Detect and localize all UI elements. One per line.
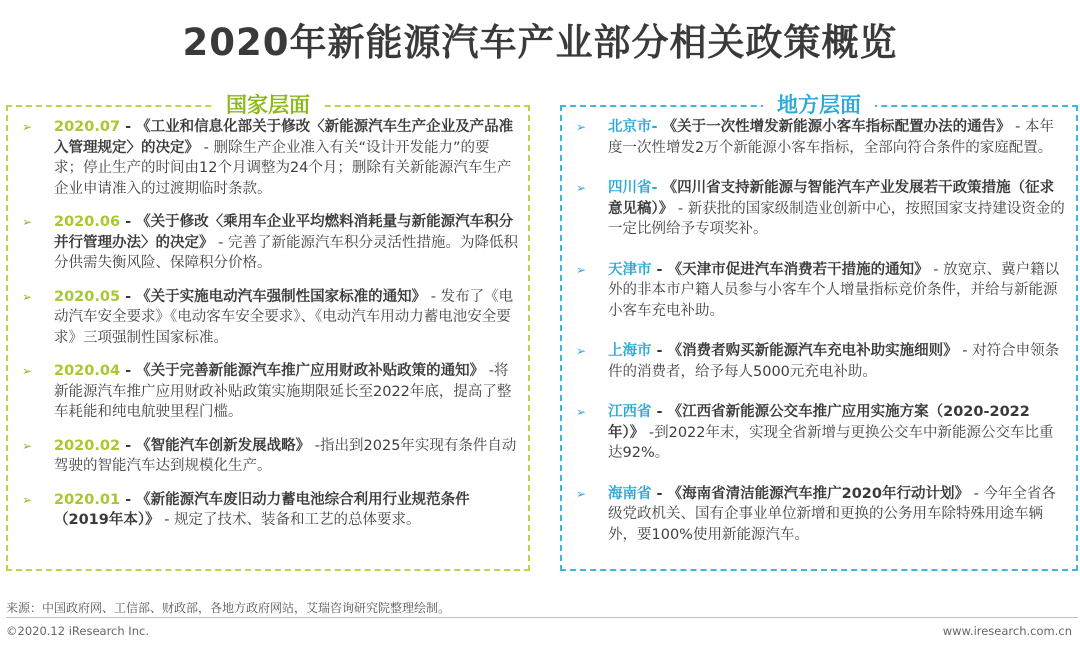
policy-region: 海南省: [608, 485, 652, 502]
arrow-bullet-icon: ➢: [22, 289, 33, 304]
arrow-bullet-icon: ➢: [22, 364, 33, 378]
policy-description: -指出到2025年实现有条件自动驾驶的智能汽车达到规模化生产。: [54, 437, 517, 474]
national-policy-item: [8, 436, 528, 477]
policy-title: 《智能汽车创新发展战略》: [136, 437, 311, 454]
website-link[interactable]: www.iresearch.com.cn: [942, 624, 1072, 638]
policy-description: - 规定了技术、装备和工艺的总体要求。: [159, 512, 421, 528]
policy-title: 《关于修改〈乘用车企业平均燃料消耗量与新能源汽车积分并行管理办法〉的决定》: [54, 214, 514, 251]
arrow-bullet-icon: ➢: [576, 181, 587, 195]
policy-description: - 新获批的国家级制造业创新中心，按照国家支持建设资金的一定比例给予专项奖补。: [608, 200, 1065, 237]
arrow-bullet-icon: ➢: [576, 120, 587, 134]
policy-separator: -: [651, 180, 663, 196]
local-panel-header: 地方层面: [763, 91, 875, 119]
policy-title: 《关于完善新能源汽车推广应用财政补贴政策的通知》: [136, 363, 485, 379]
local-policy-item: [562, 484, 1076, 546]
policy-title: 《关于一次性增发新能源小客车指标配置办法的通告》: [662, 119, 1011, 135]
policy-title: 《四川省支持新能源与智能汽车产业发展若干政策措施（征求意见稿）》: [608, 180, 1055, 217]
local-policy-item: [562, 341, 1076, 382]
policy-separator: -: [651, 404, 668, 420]
policy-region: 上海市: [608, 343, 652, 359]
national-policy-panel: [6, 93, 530, 571]
policy-date: 2020.04: [54, 363, 121, 379]
national-policy-item: [8, 361, 528, 423]
policy-separator: -: [120, 214, 137, 230]
policy-title: 《关于实施电动汽车强制性国家标准的通知》: [136, 288, 427, 305]
arrow-bullet-icon: ➢: [576, 262, 587, 277]
policy-title: 《海南省清洁能源汽车推广2020年行动计划》: [667, 485, 969, 502]
policy-description: - 完善了新能源汽车积分灵活性措施。为降低积分供需失衡风险、保障积分价格。: [54, 234, 518, 271]
copyright-text: ©2020.12 iResearch Inc.: [6, 624, 149, 638]
policy-title: 《新能源汽车废旧动力蓄电池综合利用行业规范条件（2019年本）》: [54, 491, 470, 528]
page-title: 2020年新能源汽车产业部分相关政策概览: [182, 21, 898, 64]
policy-date: 2020.05: [54, 288, 121, 305]
footer-divider: [6, 617, 1078, 618]
policy-description: - 本年度一次性增发2万个新能源小客车指标，全部向符合条件的家庭配置。: [608, 119, 1055, 156]
arrow-bullet-icon: ➢: [576, 486, 587, 501]
policy-title: 《天津市促进汽车消费若干措施的通知》: [667, 261, 929, 278]
policy-region: 北京市: [608, 119, 652, 135]
policy-date: 2020.07: [54, 119, 121, 135]
arrow-bullet-icon: ➢: [22, 120, 33, 134]
policy-title: 《江西省新能源公交车推广应用实施方案（2020-2022年）》: [608, 404, 1030, 441]
national-panel-header: 国家层面: [212, 91, 324, 119]
source-note: 来源：中国政府网、工信部、财政部，各地方政府网站，艾瑞咨询研究院整理绘制。: [6, 601, 451, 615]
policy-separator: -: [651, 343, 668, 359]
policy-separator: -: [120, 491, 137, 508]
policy-description: - 放宽京、冀户籍以外的非本市户籍人员参与小客车个人增量指标竞价条件，并给与新能源小客车充电补助。: [608, 261, 1060, 319]
local-policy-item: [562, 117, 1076, 158]
national-policy-item: [8, 117, 528, 199]
arrow-bullet-icon: ➢: [22, 438, 33, 453]
policy-description: - 今年全省各级党政机关、国有企事业单位新增和更换的公务用车除特殊用途车辆外，要100%使用新能源汽车。: [608, 485, 1056, 543]
policy-description: - 对符合申领条件的消费者，给予每人5000元充电补助。: [608, 343, 1060, 380]
national-policy-item: [8, 212, 528, 274]
arrow-bullet-icon: ➢: [22, 492, 33, 507]
local-policy-item: [562, 178, 1076, 240]
policy-separator: -: [651, 119, 663, 135]
policy-description: -到2022年末，实现全省新增与更换公交车中新能源公交车比重达92%。: [608, 424, 1054, 461]
policy-date: 2020.06: [54, 214, 121, 230]
policy-region: 四川省: [608, 180, 652, 196]
policy-description: -将新能源汽车推广应用财政补贴政策实施期限延长至2022年底，提高了整车耗能和纯电航驶里程门槛。: [54, 363, 512, 420]
policy-date: 2020.01: [54, 491, 121, 508]
policy-separator: -: [120, 363, 137, 379]
policy-separator: -: [120, 437, 137, 454]
policy-title: 《工业和信息化部关于修改〈新能源汽车生产企业及产品准入管理规定〉的决定》: [54, 119, 514, 156]
local-policy-item: [562, 260, 1076, 322]
policy-region: 天津市: [608, 261, 652, 278]
policy-title: 《消费者购买新能源汽车充电补助实施细则》: [667, 343, 958, 359]
policy-separator: -: [120, 119, 137, 135]
policy-date: 2020.02: [54, 437, 121, 454]
local-policy-panel: [560, 93, 1078, 571]
arrow-bullet-icon: ➢: [576, 405, 587, 419]
local-policy-item: [562, 402, 1076, 464]
policy-separator: -: [651, 261, 668, 278]
policy-region: 江西省: [608, 404, 652, 420]
policy-separator: -: [651, 485, 668, 502]
arrow-bullet-icon: ➢: [576, 344, 587, 358]
policy-description: - 发布了《电动汽车安全要求》《电动客车安全要求》、《电动汽车用动力蓄电池安全要求》三项强制性国家标准。: [54, 288, 514, 346]
policy-description: - 删除生产企业准入有关“设计开发能力”的要求；停止生产的时间由12个月调整为24个月；删除有关新能源汽车生产企业申请准入的过渡期临时条款。: [54, 139, 512, 197]
policy-separator: -: [120, 288, 137, 305]
national-policy-item: [8, 287, 528, 349]
arrow-bullet-icon: ➢: [22, 215, 33, 229]
national-policy-item: [8, 490, 528, 531]
